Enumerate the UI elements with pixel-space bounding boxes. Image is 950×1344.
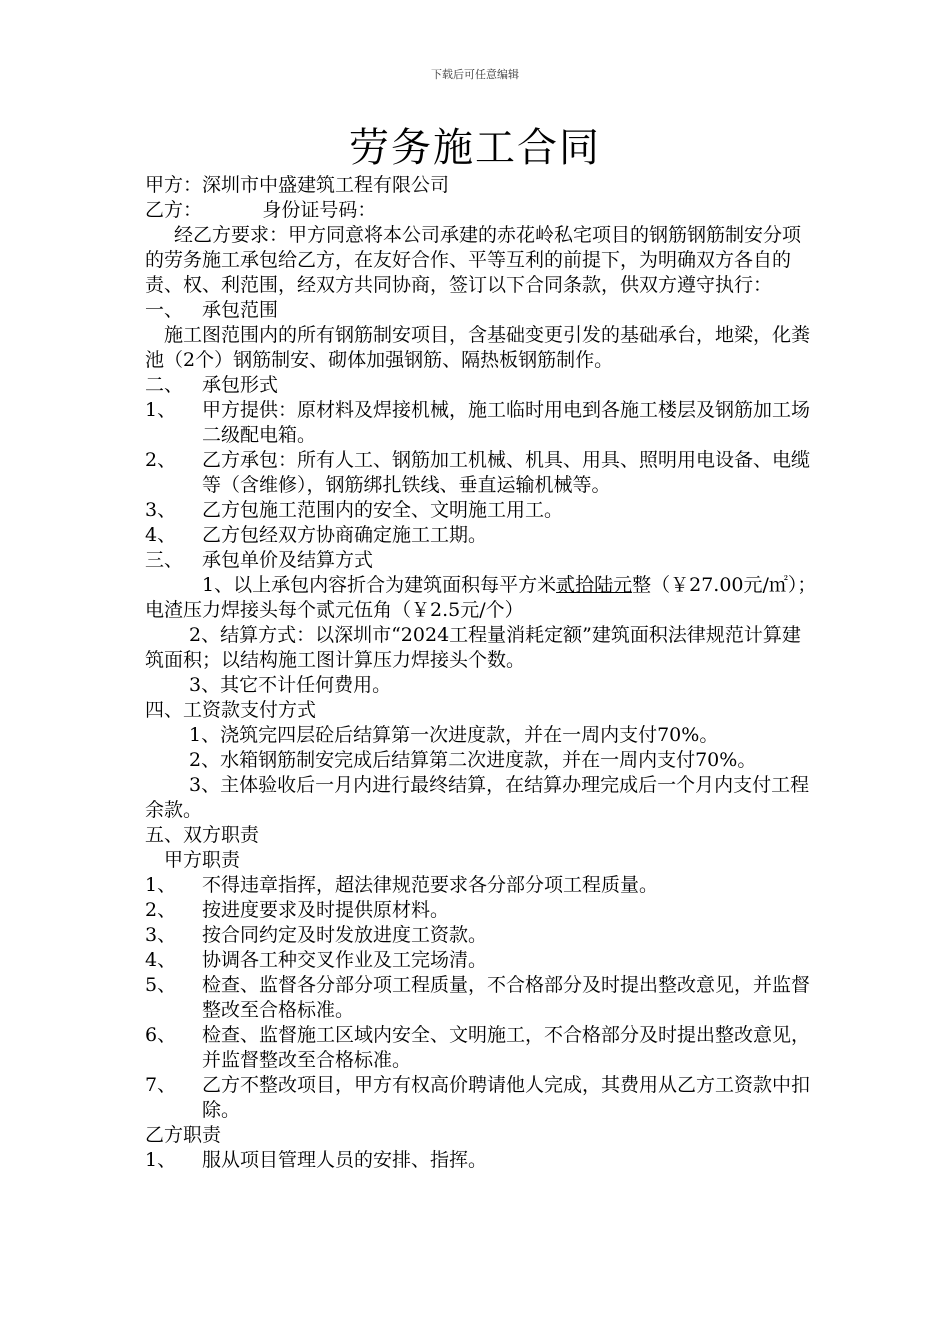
item-number: 5、 — [145, 974, 177, 996]
unit-price-text: 1、以上承包内容折合为建筑面积每平方米 — [202, 574, 557, 596]
list-item — [145, 1073, 817, 1123]
item-number: 6、 — [145, 1024, 177, 1046]
party-a-duties-heading: 甲方职责 — [164, 849, 241, 871]
party-a-line: 甲方：深圳市中盛建筑工程有限公司 — [145, 174, 450, 196]
section-4-heading: 四、工资款支付方式 — [145, 699, 317, 721]
settlement-method-paragraph: 2、结算方式：以深圳市“2024工程量消耗定额”建筑面积法律规范计算建筑面积；以结构施工图计算压力焊接头个数。 — [145, 624, 801, 671]
section-number: 三、 — [145, 549, 184, 571]
item-text: 按合同约定及时发放进度工资款。 — [202, 924, 488, 946]
list-item — [145, 1148, 817, 1173]
list-item — [145, 873, 817, 898]
header-note: 下载后可任意编辑 — [431, 68, 519, 81]
other-fees-paragraph: 3、其它不计任何费用。 — [189, 674, 392, 696]
item-number: 2、 — [145, 899, 177, 921]
item-text: 服从项目管理人员的安排、指挥。 — [202, 1149, 488, 1171]
list-item — [145, 523, 817, 548]
item-text: 检查、监督施工区域内安全、文明施工，不合格部分及时提出整改意见，并监督整改至合格标准。 — [202, 1024, 811, 1071]
item-text: 乙方包施工范围内的安全、文明施工用工。 — [202, 499, 564, 521]
item-number: 1、 — [145, 1149, 177, 1171]
item-number: 3、 — [145, 924, 177, 946]
unit-price-detail: 整（￥27.00元/㎡）；电渣压力焊接头每个贰元伍角（￥2.5元/个） — [145, 574, 817, 621]
item-text: 不得违章指挥，超法律规范要求各分部分项工程质量。 — [202, 874, 659, 896]
party-b-line: 乙方： 身份证号码： — [145, 199, 377, 221]
party-b-duties-heading: 乙方职责 — [145, 1124, 222, 1146]
section-number: 一、 — [145, 299, 184, 321]
item-number: 3、 — [145, 499, 177, 521]
section-1-heading — [145, 298, 817, 323]
item-number: 2、 — [145, 449, 177, 471]
payment-item: 2、水箱钢筋制安完成后结算第二次进度款，并在一周内支付70%。 — [189, 749, 757, 771]
item-text: 检查、监督各分部分项工程质量，不合格部分及时提出整改意见，并监督整改至合格标准。 — [202, 974, 811, 1021]
item-number: 7、 — [145, 1074, 177, 1096]
list-item — [145, 898, 817, 923]
section-title: 承包形式 — [202, 374, 279, 396]
document-title: 劳务施工合同 — [349, 125, 601, 171]
list-item — [145, 1023, 817, 1073]
section-5-heading: 五、双方职责 — [145, 824, 260, 846]
list-item — [145, 973, 817, 1023]
list-item — [145, 398, 817, 448]
payment-item: 3、主体验收后一月内进行最终结算，在结算办理完成后一个月内支付工程余款。 — [145, 774, 810, 821]
section-2-heading — [145, 373, 817, 398]
item-text: 甲方提供：原材料及焊接机械，施工临时用电到各施工楼层及钢筋加工场二级配电箱。 — [202, 399, 811, 446]
item-number: 1、 — [145, 399, 177, 421]
item-text: 乙方承包：所有人工、钢筋加工机械、机具、用具、照明用电设备、电缆等（含维修），钢筋绑扎铁线、垂直运输机械等。 — [202, 449, 811, 496]
item-text: 乙方不整改项目，甲方有权高价聘请他人完成，其费用从乙方工资款中扣除。 — [202, 1074, 811, 1121]
contract-body — [145, 173, 817, 1173]
item-number: 4、 — [145, 949, 177, 971]
list-item — [145, 498, 817, 523]
item-text: 按进度要求及时提供原材料。 — [202, 899, 450, 921]
section-title: 承包单价及结算方式 — [202, 549, 374, 571]
list-item — [145, 448, 817, 498]
item-number: 4、 — [145, 524, 177, 546]
list-item — [145, 923, 817, 948]
unit-price-paragraph — [145, 573, 817, 623]
list-item — [145, 948, 817, 973]
item-number: 1、 — [145, 874, 177, 896]
intro-paragraph: 经乙方要求：甲方同意将本公司承建的赤花岭私宅项目的钢筋钢筋制安分项的劳务施工承包给乙方，在友好合作、平等互利的前提下，为明确双方各自的责、权、利范围，经双方共同协商，签订以下合同条款，供双方遵守执行： — [145, 224, 802, 296]
item-text: 乙方包经双方协商确定施工工期。 — [202, 524, 488, 546]
payment-item: 1、浇筑完四层砼后结算第一次进度款，并在一周内支付70%。 — [189, 724, 719, 746]
unit-price-amount: 贰拾陆元 — [556, 574, 633, 596]
item-text: 协调各工种交叉作业及工完场清。 — [202, 949, 488, 971]
section-3-heading — [145, 548, 817, 573]
section-1-text: 施工图范围内的所有钢筋制安项目，含基础变更引发的基础承台，地梁，化粪池（2个）钢筋制安、砌体加强钢筋、隔热板钢筋制作。 — [145, 324, 811, 371]
section-title: 承包范围 — [202, 299, 279, 321]
section-number: 二、 — [145, 374, 184, 396]
